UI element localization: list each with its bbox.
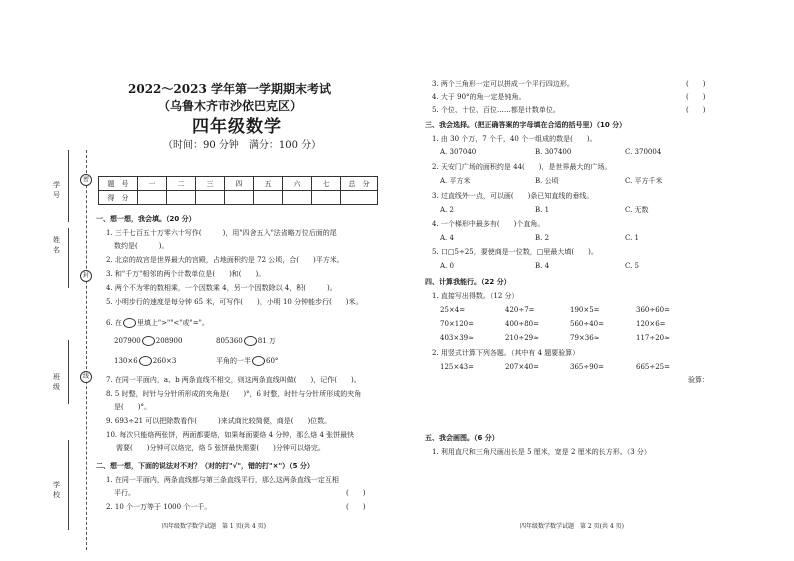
vertical-calc: 665÷25= [636, 363, 670, 371]
question-10-cont: 需要( )分钟可以烙完，烙 5 张饼最快需要( )分钟可以烙完。 [116, 444, 325, 452]
answer-paren[interactable]: ( ) [686, 93, 706, 101]
score-cell: 总 分 [341, 177, 378, 191]
score-cell: 七 [312, 177, 341, 191]
exam-time-info: （时间：90 分钟 满分：100 分） [163, 140, 322, 151]
score-input[interactable] [225, 191, 254, 205]
calc-item: 360÷60= [636, 306, 670, 314]
score-cell: 一 [138, 177, 167, 191]
section-5-title: 五、我会画图。（6 分） [425, 434, 499, 442]
compare-right: 60° [266, 357, 279, 365]
choice-option[interactable]: A. 307040 [440, 148, 477, 156]
binding-line [86, 150, 87, 550]
verify-label: 验算： [688, 376, 709, 384]
compare-item [216, 336, 276, 346]
question-1: 1. 三千七百五十万零六十写作( )，用"四舍五入"法省略万位后面的尾 [106, 229, 337, 237]
choice-option[interactable]: B. 4 [535, 262, 550, 270]
compare-item [114, 356, 176, 366]
choice-option[interactable]: B. 307400 [535, 148, 572, 156]
calc-item: 403×39≈ [440, 334, 474, 342]
compare-item [114, 336, 182, 346]
question-5: 5. 小明步行的速度是每分钟 65 米，可写作( )，小明 10 分钟能步行( )米。 [106, 298, 363, 306]
choice-option[interactable]: B. 2 [535, 234, 550, 242]
score-cell: 五 [254, 177, 283, 191]
score-cell: 二 [167, 177, 196, 191]
question-6 [106, 318, 209, 328]
choice-2: 2. 天安门广场的面积约是 44( )，是世界最大的广场。 [432, 163, 612, 171]
compare-item [216, 356, 278, 366]
vertical-calc: 365÷90= [570, 363, 604, 371]
name-label: 姓名 [53, 236, 60, 254]
question-3: 3. 和"千万"相邻的两个计数单位是( )和( )。 [106, 270, 266, 278]
vertical-calc: 207×40= [505, 363, 539, 371]
class-line [68, 340, 69, 404]
compare-left: 805360 [216, 337, 243, 345]
compare-left: 130×6 [114, 357, 138, 365]
seal-mi: 密 [80, 174, 92, 186]
score-input[interactable] [341, 191, 378, 205]
judge-1-cont: 平行。 [114, 489, 135, 497]
score-input[interactable] [312, 191, 341, 205]
score-cell: 四 [225, 177, 254, 191]
question-9: 9. 693÷21 可以把除数看作( )来试商比较简便，商是( )位数。 [106, 417, 332, 425]
judge-2: 2. 10 个一万等于 1000 个一千。 [106, 503, 212, 511]
compare-blank[interactable] [142, 336, 155, 346]
choice-option[interactable]: B. 1 [535, 206, 550, 214]
choice-option[interactable]: A. 2 [440, 206, 454, 214]
choice-option[interactable]: C. 平方千米 [625, 177, 663, 185]
score-input[interactable] [196, 191, 225, 205]
section-2-title: 二、想一想，下面的说法对不对？（对的打"√"，错的打"×"）（5 分） [96, 462, 314, 470]
score-cell: 三 [196, 177, 225, 191]
score-input[interactable] [167, 191, 196, 205]
calc-item: 560÷40= [570, 320, 604, 328]
seal-feng: 封 [80, 270, 92, 282]
compare-blank[interactable] [244, 336, 257, 346]
name-line [68, 228, 69, 288]
choice-4: 4. 一个梯形中最多有( )个直角。 [432, 220, 545, 228]
exam-region: （乌鲁木齐市沙依巴克区） [158, 99, 303, 113]
draw-1: 1. 利用直尺和三角尺画出长是 5 厘米，宽是 2 厘米的长方形。（3 分） [432, 448, 651, 456]
vertical-calc: 125×43= [440, 363, 474, 371]
score-value-row [99, 191, 378, 205]
student-id-line [68, 150, 69, 222]
choice-option[interactable]: C. 370004 [625, 148, 662, 156]
page-footer-left: 四年级数学数学试题 第 1 页(共 4 页) [162, 523, 266, 530]
exam-year-title: 2022～2023 学年第一学期期末考试 [128, 82, 331, 96]
choice-option[interactable]: A. 平方米 [440, 177, 471, 185]
judge-5: 5. 个位、十位、百位……都是计数单位。 [432, 106, 560, 114]
calc-1-title: 1. 直接写出得数。（12 分） [432, 292, 519, 300]
choice-1: 1. 由 30 个万，7 个千，40 个一组成的数是( )。 [432, 135, 597, 143]
choice-option[interactable]: B. 公顷 [535, 177, 559, 185]
choice-option[interactable]: C. 1 [625, 234, 640, 242]
score-table [98, 176, 378, 205]
compare-blank[interactable] [252, 356, 265, 366]
choice-option[interactable]: C. 无数 [625, 206, 649, 214]
question-8: 8. 5 时整，时针与分针所形成的夹角是( )°，6 时整，时针与分针所形成的夹角 [106, 390, 362, 398]
calc-item: 120×6= [636, 320, 666, 328]
school-label: 学校 [53, 481, 60, 499]
choice-option[interactable]: C. 5 [625, 262, 640, 270]
calc-item: 400÷80= [505, 320, 539, 328]
school-line [68, 440, 69, 530]
question-6-text: 里填上">""<"或"="。 [136, 319, 209, 327]
student-id-label: 学号 [53, 181, 60, 199]
compare-right: 81 万 [257, 337, 276, 345]
calc-item: 190×5= [570, 306, 600, 314]
answer-paren[interactable]: ( ) [346, 503, 366, 511]
compare-left: 平角的一半 [216, 357, 251, 365]
section-4-title: 四、计算我能行。（22 分） [425, 278, 511, 286]
question-10: 10. 每次只能烙两张饼，两面都要烙，如果每面要烙 4 分钟，那么烙 4 张饼最快 [106, 431, 355, 439]
compare-right: 260×3 [152, 357, 177, 365]
score-cell: 题 号 [99, 177, 138, 191]
page-footer-right: 四年级数学数学试题 第 2 页(共 4 页) [520, 523, 624, 530]
question-6-lead: 6. 在 [106, 319, 122, 327]
section-1-title: 一、想一想，我会填。（20 分） [96, 215, 196, 223]
choice-5: 5. 口□5÷25，要使商是一位数，□里最大填( )。 [432, 248, 598, 256]
calc-item: 79×36≈ [570, 334, 600, 342]
seal-xian: 线 [80, 371, 92, 383]
judge-3: 3. 两个三角形一定可以拼成一个平行四边形。 [432, 80, 574, 88]
compare-circle-icon [123, 318, 136, 328]
calc-2-title: 2. 用竖式计算下列各题。（其中有 4 题要验算） [432, 349, 580, 357]
question-1-cont: 数约是( )。 [114, 242, 169, 250]
question-4: 4. 两个不为零的数相乘，一个因数乘 4，另一个因数除以 4，积( )。 [106, 284, 337, 292]
calc-item: 117÷20≈ [636, 334, 670, 342]
choice-option[interactable]: A. 0 [440, 262, 454, 270]
question-7: 7. 在同一平面内，a、b 两条直线不相交，则这两条直线叫做( )，记作( )。 [106, 376, 361, 384]
answer-paren[interactable]: ( ) [686, 80, 706, 88]
question-2: 2. 北京的故宫是世界最大的宫殿，占地面积约是 72 公顷，合( )平方米。 [106, 256, 344, 264]
score-cell: 六 [283, 177, 312, 191]
score-header-row [99, 177, 378, 191]
score-input[interactable] [138, 191, 167, 205]
compare-right: 208900 [155, 337, 183, 345]
choice-3: 3. 过直线外一点，可以画( )条已知直线的垂线。 [432, 192, 594, 200]
judge-1: 1. 在同一平面内，两条直线都与第三条直线平行，那么这两条直线一定互相 [106, 476, 339, 484]
calc-item: 70×120= [440, 320, 474, 328]
answer-paren[interactable]: ( ) [346, 489, 366, 497]
class-label: 班级 [53, 373, 60, 391]
judge-4: 4. 大于 90°的角一定是钝角。 [432, 93, 526, 101]
calc-item: 210÷29≈ [505, 334, 539, 342]
score-row-label: 得 分 [99, 191, 138, 205]
calc-item: 420÷7= [505, 306, 535, 314]
choice-option[interactable]: A. 4 [440, 234, 454, 242]
compare-blank[interactable] [139, 356, 152, 366]
score-input[interactable] [254, 191, 283, 205]
section-3-title: 三、我会选择。（把正确答案的字母填在合适的括号里）（10 分） [425, 121, 627, 129]
answer-paren[interactable]: ( ) [686, 106, 706, 114]
compare-left: 207900 [114, 337, 141, 345]
calc-item: 25×4= [440, 306, 466, 314]
score-input[interactable] [283, 191, 312, 205]
page-title: 四年级数学 [192, 117, 282, 137]
question-8-cont: 是( )°。 [114, 403, 151, 411]
